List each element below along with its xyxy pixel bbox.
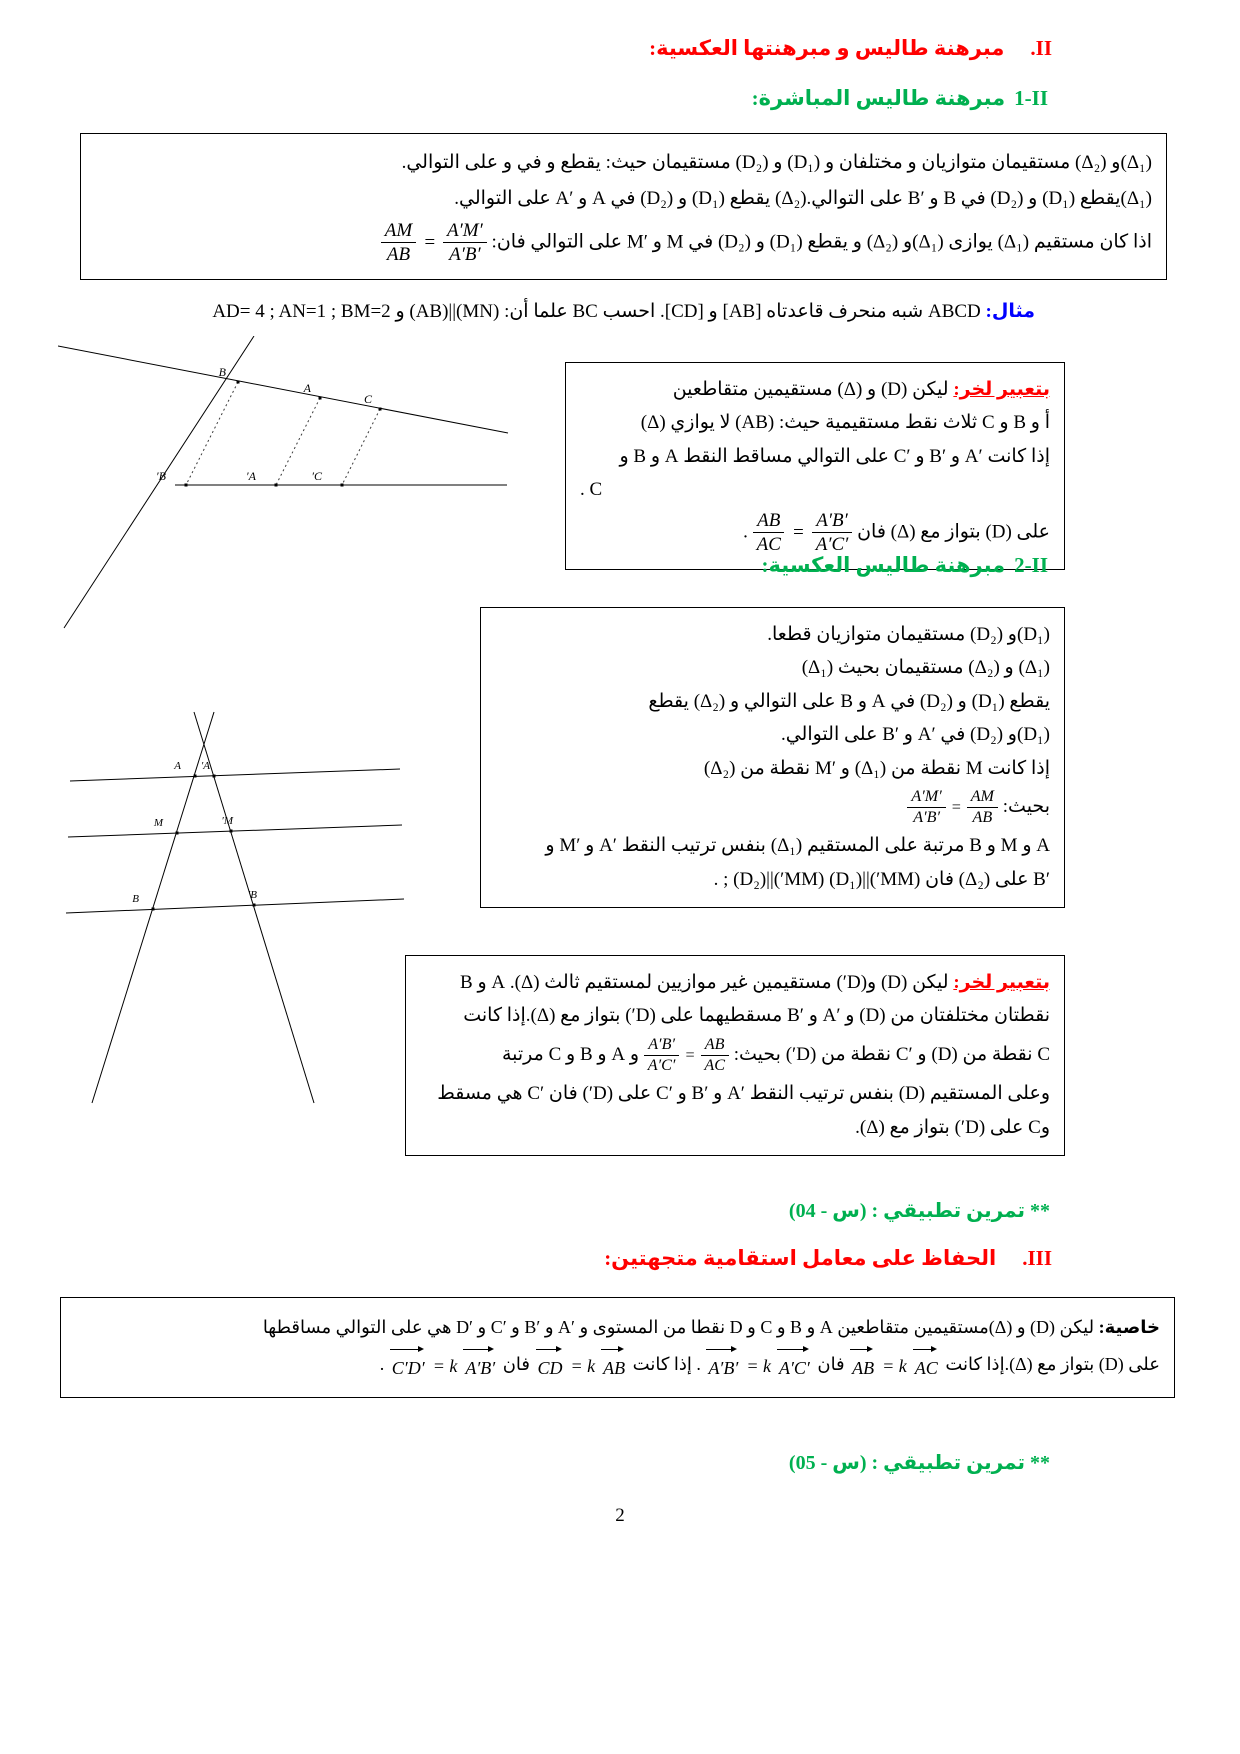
fraction-denominator: A′C′ xyxy=(815,534,849,556)
secant-line xyxy=(58,346,508,433)
restatement-label: بتعبير لخر: xyxy=(953,972,1050,993)
section-2-title: مبرهنة طاليس و مبرهنتها العكسية: xyxy=(649,36,1005,60)
direct-thales-theorem-box xyxy=(80,133,1167,280)
point-label-C: C xyxy=(363,392,372,406)
fraction xyxy=(907,787,945,828)
section-2-1-number: 1-II xyxy=(1014,86,1048,110)
point-marker-B-prime xyxy=(185,484,188,487)
vector-equation xyxy=(535,1347,629,1385)
point-marker-C xyxy=(379,408,382,411)
section-2-number: II. xyxy=(1030,36,1052,60)
text-segment: . xyxy=(379,1354,385,1375)
point-marker-C-prime xyxy=(341,484,344,487)
vector: AB xyxy=(849,1347,877,1385)
theorem-line: (D₁)و (D₂) في A′‎ و B′‎ على التوالي. xyxy=(780,724,1050,746)
ratio-equation xyxy=(753,509,853,558)
restatement-box-converse xyxy=(405,955,1065,1156)
theorem-line: (D₁)و (D₂) مستقيمان متوازيان قطعا. xyxy=(767,624,1050,645)
text-line: أ و B و C ثلاث نقط مستقيمية حيث: (AB) لا يوازي (Δ) xyxy=(640,412,1050,434)
fraction-denominator: A′B′ xyxy=(449,244,481,266)
converse-thales-figure-svg xyxy=(62,710,407,1105)
property-label: خاصية: xyxy=(1098,1317,1160,1337)
point-label-B-prime: B′ xyxy=(247,889,257,901)
text-segment: فان xyxy=(817,1354,845,1375)
vector: AB xyxy=(600,1347,628,1385)
point-label-B: B xyxy=(132,893,139,905)
example-values: AD= 4 ; AN=1 ; BM=2 xyxy=(212,301,391,322)
text-line xyxy=(75,1310,1160,1344)
fraction-denominator: AC xyxy=(756,534,781,556)
fraction-numerator: A′M′ xyxy=(907,787,945,808)
text-segment: ليكن (D) و (Δ) مستقيمين متقاطعين xyxy=(672,379,949,400)
point-label-C-prime: C′ xyxy=(311,469,322,483)
point-marker-A xyxy=(194,775,197,778)
fraction xyxy=(443,219,487,268)
text-line: إذا كانت A′‎ و B′‎ و C′‎ على التوالي مساقط النقط A و B و xyxy=(619,445,1050,467)
figure-converse-thales xyxy=(62,710,407,1110)
text-segment: و A و B و C مرتبة xyxy=(501,1043,639,1065)
text-segment: ليكن (D) و(D′) مستقيمين غير موازيين لمستقيم ثالث (Δ). A و B xyxy=(460,972,949,993)
fraction xyxy=(753,509,785,558)
fraction-denominator: AB xyxy=(972,809,993,827)
fraction-numerator: AM xyxy=(967,787,998,808)
theorem-line: (Δ₁)و (Δ₂) مستقيمان متوازيان و مختلفان و (D₁) و (D₂) مستقيمان حيث: يقطع و في و على التوالي. xyxy=(401,152,1152,173)
text-segment: . إذا كانت xyxy=(632,1354,701,1375)
page-number: 2 xyxy=(615,1505,625,1526)
vector: A′B′ xyxy=(462,1347,498,1385)
section-3-heading xyxy=(604,1246,1052,1271)
theorem-line-text: اذا كان مستقيم (Δ₁) يوازى (Δ₁)و (Δ₂) و يقطع (D₁) و (D₂) في M و M′‎ على التوالي فان: xyxy=(491,231,1152,253)
text-line xyxy=(420,968,1050,998)
example-label: مثال: xyxy=(985,301,1035,322)
fraction-numerator: A′B′ xyxy=(644,1035,679,1056)
text-segment: ليكن (D) و (Δ)مستقيمين متقاطعين A و B و C و D نقطا من المستوى و A′‎ و B′‎ و C′‎ و D′‎ هي على التوالي مساقطها xyxy=(262,1317,1095,1337)
property-box xyxy=(60,1297,1175,1398)
parallel-line-d1 xyxy=(70,769,400,781)
point-marker-A xyxy=(319,397,322,400)
section-2-1-title: مبرهنة طاليس المباشرة: xyxy=(751,86,1006,110)
point-label-A-prime: A′ xyxy=(246,469,256,483)
fraction-numerator: A′B′ xyxy=(812,509,852,534)
point-label-M: M xyxy=(153,817,163,829)
text-line: C . xyxy=(580,479,603,501)
point-marker-B xyxy=(237,381,240,384)
theorem-line: (Δ₁) و (Δ₂) مستقيمان بحيث (Δ₁) xyxy=(801,657,1050,679)
fraction xyxy=(381,219,416,268)
converse-thales-theorem-box xyxy=(480,607,1065,908)
ratio-equation xyxy=(644,1035,729,1076)
text-line: نقطتان مختلفتان من (D) و A′‎ و B′‎ مسقطيهما على (D′) بتواز مع (Δ).إذا كانت xyxy=(463,1005,1050,1027)
vector: CD xyxy=(535,1347,566,1385)
section-2-2-heading xyxy=(762,553,1048,578)
fraction-denominator: A′B′ xyxy=(913,809,940,827)
fraction-numerator: A′M′ xyxy=(443,219,487,244)
exercise-05-line: ** تمرين تطبيقي : (س - 05) xyxy=(788,1452,1050,1474)
example-text: ABCD شبه منحرف قاعدتاه [AB] و [CD]. احسب BC علما أن: (MN)||(AB) و xyxy=(395,301,981,322)
point-marker-A-prime xyxy=(213,775,216,778)
section-3-number: III. xyxy=(1022,1246,1052,1270)
point-marker-M xyxy=(176,832,179,835)
point-marker-B-prime xyxy=(253,904,256,907)
figure-direct-thales xyxy=(58,336,510,649)
text-line xyxy=(75,1347,1160,1385)
theorem-line: B′‎ على (Δ₂) فان (MM′)||(D₁) (MM′)||(D₂) ; . xyxy=(713,868,1050,890)
delta2-line xyxy=(194,712,314,1103)
text-segment: C نقطة من (D) و C′‎ نقطة من (D′) بحيث: xyxy=(733,1043,1050,1065)
text-segment: بحيث: xyxy=(1002,796,1050,817)
theorem-line: يقطع (D₁) و (D₂) في A و B على التوالي و (Δ₂) يقطع xyxy=(648,690,1050,712)
ratio-equation xyxy=(907,787,998,828)
equals-k: = k xyxy=(432,1356,458,1377)
dashed-projection-B xyxy=(186,382,238,485)
point-label-M-prime: M′ xyxy=(221,815,233,827)
dashed-projection-C xyxy=(342,409,380,485)
section-3-title: الحفاظ على معامل استقامية متجهتين: xyxy=(604,1246,997,1270)
parallel-line-d2 xyxy=(66,899,404,913)
equals-k: = k xyxy=(570,1356,596,1377)
equals-sign: = xyxy=(423,232,437,254)
theorem-line xyxy=(495,787,1050,828)
section-2-1-heading xyxy=(752,86,1048,111)
point-marker-A-prime xyxy=(275,484,278,487)
vector-equation xyxy=(705,1347,812,1385)
theorem-line: (Δ₁)يقطع (D₁) و (D₂) في B و B′‎ على التوالي.(Δ₂) يقطع (D₁) و (D₂) في A و A′‎ على التوالي. xyxy=(454,188,1152,210)
vector-equation xyxy=(849,1347,941,1385)
equals-k: = k xyxy=(746,1356,771,1377)
parallel-line-mm xyxy=(68,825,402,837)
vector: A′B′ xyxy=(705,1347,741,1385)
vector: A′C′ xyxy=(776,1347,813,1385)
equals-sign: = xyxy=(950,798,962,816)
theorem-line: A و M و B مرتبة على المستقيم (Δ₁) بنفس ترتيب النقط A′‎ و M′‎ و xyxy=(545,835,1050,857)
restatement-box-direct xyxy=(565,362,1065,570)
section-2-2-title: مبرهنة طاليس العكسية: xyxy=(761,553,1006,577)
fraction-denominator: AB xyxy=(386,244,411,266)
text-segment: على (D) بتواز مع (Δ).إذا كانت xyxy=(945,1354,1160,1375)
text-segment: . xyxy=(743,521,748,543)
fraction-denominator: A′C′ xyxy=(647,1056,676,1074)
point-label-A: A xyxy=(303,381,311,395)
section-2-heading xyxy=(649,36,1052,61)
fraction xyxy=(967,787,998,828)
ratio-equation xyxy=(381,219,487,268)
fraction-denominator: AC xyxy=(704,1056,725,1074)
equals-sign: = xyxy=(684,1046,696,1064)
text-line xyxy=(580,375,1050,405)
vector-equation xyxy=(389,1347,498,1385)
text-segment: فان xyxy=(502,1354,531,1375)
fraction-numerator: AB xyxy=(753,509,784,534)
text-segment: على (D) بتواز مع (Δ) فان xyxy=(857,521,1050,543)
text-line: وC على (D′) بتواز مع (Δ). xyxy=(855,1116,1050,1138)
vector: AC xyxy=(912,1347,941,1385)
fraction xyxy=(700,1035,729,1076)
restatement-label: بتعبير لخر: xyxy=(953,379,1050,400)
point-label-B-prime: B′ xyxy=(156,469,166,483)
text-line xyxy=(580,509,1050,558)
vector: C′D′ xyxy=(389,1347,428,1385)
direct-thales-figure-svg xyxy=(58,336,510,644)
point-marker-B xyxy=(152,908,155,911)
exercise-04-line: ** تمرين تطبيقي : (س - 04) xyxy=(788,1200,1050,1222)
equals-sign: = xyxy=(791,521,805,543)
point-marker-M-prime xyxy=(230,830,233,833)
fraction-numerator: AM xyxy=(381,219,416,244)
point-label-A: A xyxy=(174,760,181,772)
example-paragraph xyxy=(212,300,1035,323)
point-label-B: B xyxy=(218,365,226,379)
fraction xyxy=(644,1035,680,1076)
text-line xyxy=(420,1035,1050,1076)
text-line: وعلى المستقيم (D) بنفس ترتيب النقط A′‎ و B′‎ و C′‎ على (D′) فان C′‎ هي مسقط xyxy=(437,1083,1050,1105)
equals-k: = k xyxy=(882,1356,907,1377)
theorem-line: إذا كانت M نقطة من (Δ₁) و M′‎ نقطة من (Δ₂) xyxy=(703,757,1050,779)
point-label-A-prime: A′ xyxy=(200,760,210,772)
theorem-line xyxy=(95,219,1152,268)
fraction-numerator: AB xyxy=(701,1035,729,1056)
section-2-2-number: 2-II xyxy=(1014,553,1048,577)
fraction xyxy=(812,509,853,558)
